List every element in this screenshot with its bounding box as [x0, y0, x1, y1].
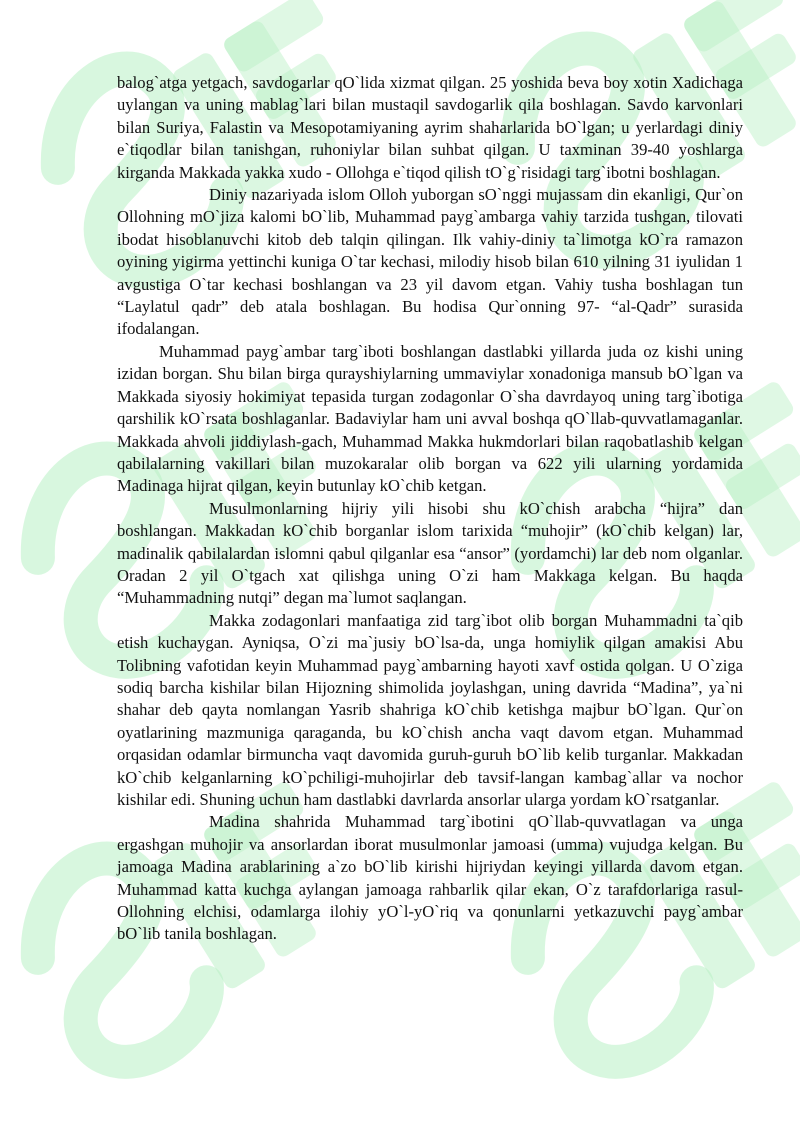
- paragraph-2: Diniy nazariyada islom Olloh yuborgan sO`nggi mujassam din ekanligi, Qur`on Ollohning mO`jiza kalomi bO`lib, Muhammad payg`ambarga vahiy tarzida tushgan, tilovati ibodat hisoblanuvchi kitob deb talqin qilingan. Ilk vahiy-diniy ta`limotga kO`ra ramazon oyining yigirma yettinchi kuniga O`tar kechasi, milodiy hisob bilan 610 yilning 31 iyulidan 1 avgustiga O`tar kechasi boshlangan va 23 yil davom etgan. Vahiy tusha boshlagan tun “Laylatul qadr” deb atala boshlagan. Bu hodisa Qur`onning 97- “al-Qadr” surasida ifodalangan.: [117, 185, 743, 339]
- document-page: [117, 72, 743, 946]
- paragraph-6: Madina shahrida Muhammad targ`ibotini qO`llab-quvvatlagan va unga ergashgan muhojir va ansorlardan iborat musulmonlar jamoasi (umma) vujudga kelgan. Bu jamoaga Madina arablarining a`zo bO`lib kirishi hijriydan keyingi yillarda davom etgan. Muhammad katta kuchga aylangan jamoaga rahbarlik qilar ekan, O`z tarafdorlariga rasul-Ollohning elchisi, odamlarga ilohiy yO`l-yO`riq va qonunlarni yetkazuvchi payg`ambar bO`lib tanila boshlagan.: [117, 812, 743, 944]
- paragraph-1: balog`atga yetgach, savdogarlar qO`lida xizmat qilgan. 25 yoshida beva boy xotin Xadichaga uylangan va uning mablag`lari bilan mustaqil savdogarlik qila boshlagan. Savdo karvonlari bilan Suriya, Falastin va Mesopotamiyaning ayrim shaharlarida bO`lgan; u yerlardagi diniy e`tiqodlar bilan tanishgan, ruhoniylar bilan suhbat qilgan. U taxminan 39-40 yoshlarga kirganda Makkada yakka xudo - Ollohga e`tiqod qilish tO`g`risidagi targ`ibotni boshlagan.: [117, 73, 743, 182]
- paragraph-4: Musulmonlarning hijriy yili hisobi shu kO`chish arabcha “hijra” dan boshlangan. Makkadan kO`chib borganlar islom tarixida “muhojir” (kO`chib kelgan) lar, madinalik qabilalardan islomni qabul qilganlar esa “ansor” (yordamchi) lar deb nom olganlar. Oradan 2 yil O`tgach xat qilishga uning O`zi ham Makkaga kelgan. Bu haqda “Muhammadning nutqi” degan ma`lumot saqlangan.: [117, 498, 743, 608]
- paragraph-5: Makka zodagonlari manfaatiga zid targ`ibot olib borgan Muhammadni ta`qib etish kuchaygan. Ayniqsa, O`zi ma`jusiy bO`lsa-da, unga homiylik qilgan amakisi Abu Tolibning vafotidan keyin Muhammad payg`ambarning hayoti xavf ostida qolgan. U O`ziga sodiq barcha kishilar bilan Hijozning shimolida joylashgan, uning davrida “Madina”, ya`ni shahar deb qayta nomlangan Yasrib shahriga kO`chib ketishga majbur bO`lgan. Qur`on oyatlarining mazmuniga qaraganda, bu kO`chish ancha vaqt davom etgan. Muhammad orqasidan odamlar birmuncha vaqt davomida guruh-guruh bO`lib kelib turganlar. Makkadan kO`chib kelganlarning kO`pchiligi-muhojirlar deb tavsif-langan kambag`allar va nochor kishilar edi. Shuning uchun ham dastlabki davrlarda ansorlar ularga yordam kO`rsatganlar.: [117, 610, 743, 809]
- paragraph-3: Muhammad payg`ambar targ`iboti boshlangan dastlabki yillarda juda oz kishi uning izidan borgan. Shu bilan birga qurayshiylarning ummaviylar xonadoniga mansub bO`lgan va Makkada siyosiy hokimiyat tepasida turgan zodagonlar O`sha davrdayoq uning targ`ibotiga qarshilik kO`rsata boshlaganlar. Badaviylar ham uni avval boshqa qO`llab-quvvatlamaganlar. Makkada ahvoli jiddiylash-gach, Muhammad Makka hukmdorlari bilan raqobatlashib kelgan qabilalarning vakillari bilan muzokaralar olib borgan va 622 yili ularning yordamida Madinaga hijrat qilgan, keyin butunlay kO`chib ketgan.: [117, 341, 743, 496]
